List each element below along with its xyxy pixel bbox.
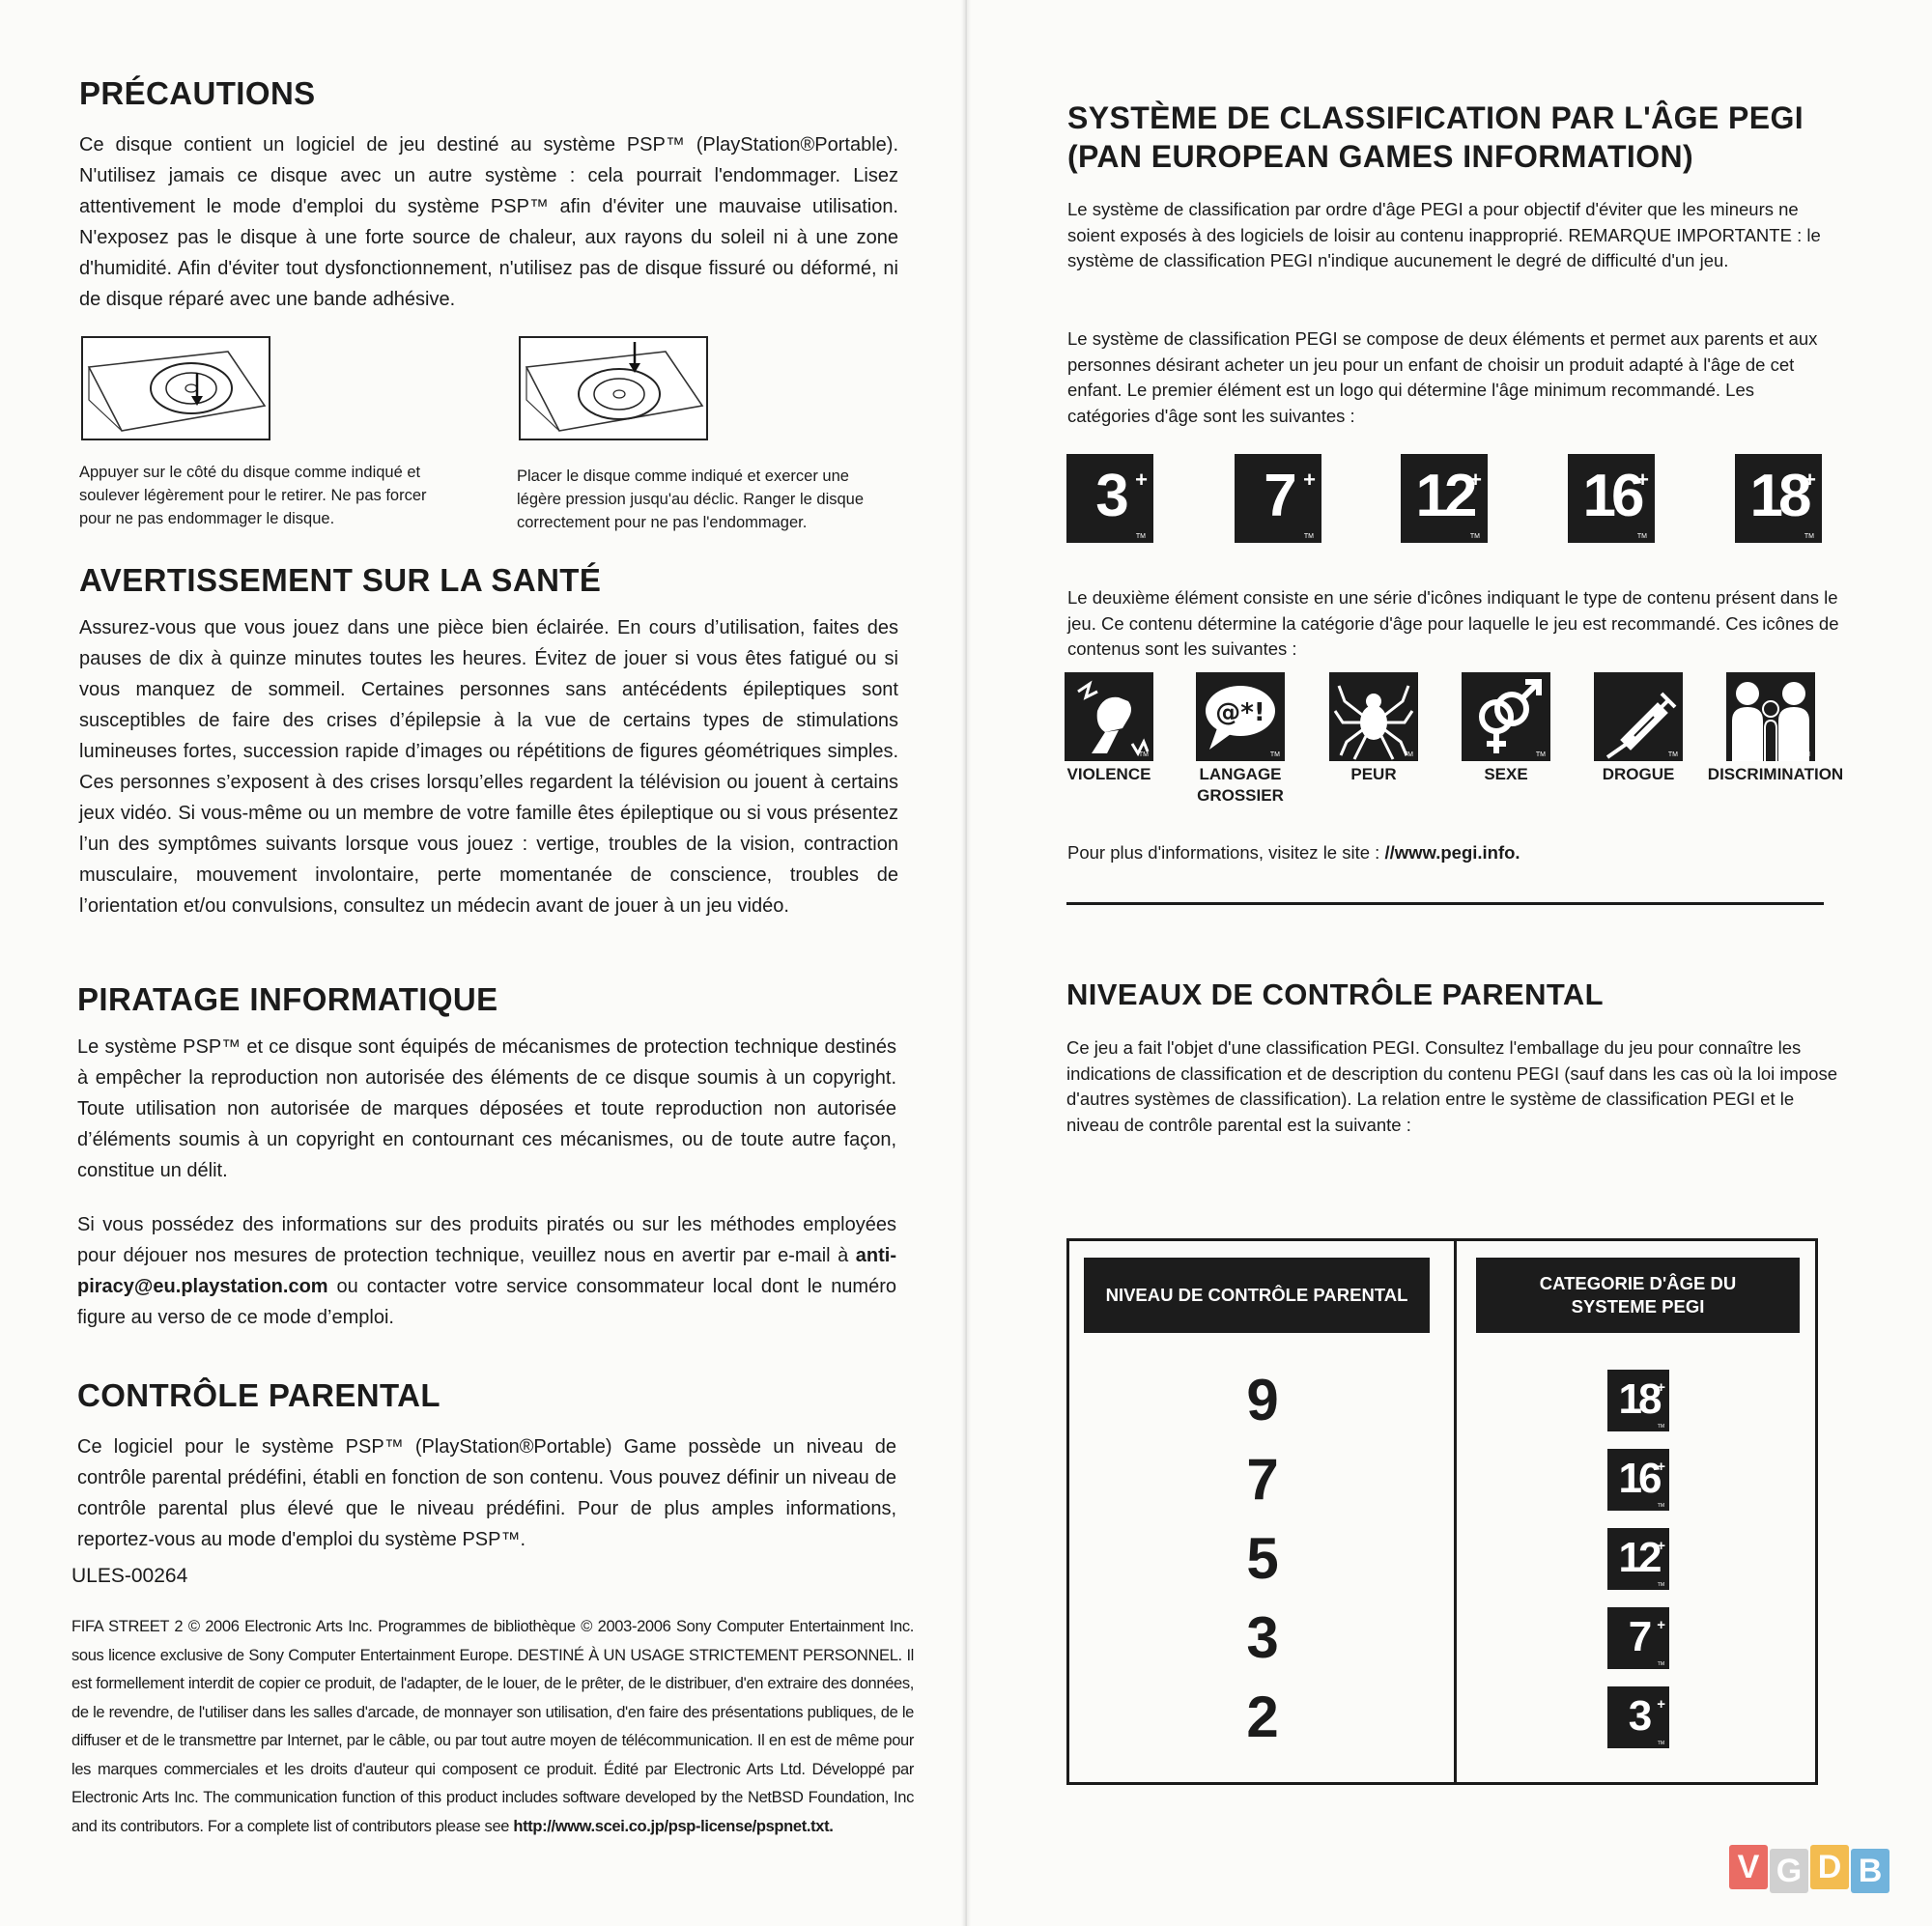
- table-row-pegi-icon: 7 + TM: [1607, 1607, 1669, 1669]
- section-divider: [1066, 902, 1824, 905]
- sex-label: SEXE: [1484, 765, 1528, 783]
- table-header-age-category: CATEGORIE D'ÂGE DU SYSTEME PEGI: [1476, 1258, 1800, 1333]
- disc-insert-illustration: [519, 336, 708, 440]
- table-row-pegi-icon: 12 + TM: [1607, 1528, 1669, 1590]
- table-header-level: NIVEAU DE CONTRÔLE PARENTAL: [1084, 1258, 1430, 1333]
- table-row-level: 2: [1246, 1685, 1279, 1749]
- table-row-level: 5: [1246, 1526, 1279, 1591]
- legal-body: FIFA STREET 2 © 2006 Electronic Arts Inc. Programmes de bibliothèque © 2003-2006 Sony Computer Entertainment Inc. sous licence exclusive de Sony Computer Entertainment Europe. DESTINÉ À UN USAGE STRICTEMENT PERSONNEL. Il est formellement interdit de copier ce produit, de l'adapter, de le louer, de le prêter, de le distribuer, d'en extraire des données, de le revendre, de l'utiliser dans les salles d'arcade, de monnayer son utilisation, d'en faire des présentations publiques, de le diffuser et de le transmettre par Internet, par le câble, ou par tout autre moyen de télécommunication. Il en est de même pour les marques commerciales et les droits d'auteur qui composent ce produit. Édité par Electronic Arts Ltd. Développé par Electronic Arts Inc. The communication function of this product includes software developed by the NetBSD Foundation, Inc and its contributors. For a complete list of contributors please see: [71, 1618, 914, 1835]
- right-page: [966, 0, 1932, 1926]
- table-row-pegi-icon: 18 + TM: [1607, 1370, 1669, 1431]
- pegi-title-line1: SYSTÈME DE CLASSIFICATION PAR L'ÂGE PEGI: [1067, 100, 1804, 135]
- vgdb-letter: D: [1810, 1845, 1849, 1889]
- table-row-level: 7: [1246, 1447, 1279, 1512]
- legal-text: [71, 1613, 914, 1841]
- pegi-12-icon: 12 + TM: [1401, 454, 1488, 543]
- parental-levels-table: [1066, 1238, 1818, 1785]
- violence-label: VIOLENCE: [1066, 765, 1151, 783]
- speech-bubble-icon: @*! TM: [1196, 672, 1285, 761]
- spider-icon: TM: [1329, 672, 1418, 761]
- vgdb-letter: G: [1770, 1849, 1808, 1893]
- parental-text: Ce logiciel pour le système PSP™ (PlayStation®Portable) Game possède un niveau de contrôle parental prédéfini, établi en fonction de son contenu. Vous pouvez définir un niveau de contrôle parental plus élevé que le niveau prédéfini. Pour de plus amples informations, reportez-vous au mode d'emploi du système PSP™.: [77, 1436, 896, 1550]
- pegi-18-icon: 18 + TM: [1735, 454, 1822, 543]
- pegi-intro-text: Le système de classification par ordre d'âge PEGI a pour objectif d'éviter que les mineurs ne soient exposés à des logiciels de loisir au contenu inapproprié. REMARQUE IMPORTANTE : le système de classification PEGI n'indique aucunement le degré de difficulté d'un jeu.: [1067, 199, 1821, 270]
- vgdb-letter: V: [1729, 1845, 1768, 1889]
- drugs-label: DROGUE: [1602, 765, 1675, 783]
- gender-symbols-icon: TM: [1462, 672, 1550, 761]
- syringe-icon: TM: [1594, 672, 1683, 761]
- table-row-pegi-icon: 3 + TM: [1607, 1686, 1669, 1748]
- fear-label: PEUR: [1350, 765, 1397, 783]
- pegi-title: [1067, 99, 1804, 176]
- piracy-email: anti-piracy@eu.playstation.com: [77, 1245, 896, 1297]
- vgdb-letter: B: [1851, 1849, 1889, 1893]
- piracy-contact-before: Si vous possédez des informations sur des produits piratés ou sur les méthodes employées pour déjouer nos mesures de protection technique, veuillez nous en avertir par e-mail à: [77, 1214, 896, 1266]
- pegi-7-icon: 7 + TM: [1235, 454, 1321, 543]
- disc-insert-caption: Placer le disque comme indiqué et exercer une légère pression jusqu'au déclic. Ranger le disque correctement pour ne pas l'endommager.: [517, 467, 865, 531]
- table-column-divider: [1454, 1241, 1457, 1782]
- health-title: AVERTISSEMENT SUR LA SANTÉ: [79, 562, 602, 598]
- health-text: Assurez-vous que vous jouez dans une pièce bien éclairée. En cours d’utilisation, faites des pauses de dix à quinze minutes toutes les heures. Évitez de jouer si vous êtes fatigué ou si vous manquez de sommeil. Certaines personnes sans antécédents épileptiques sont susceptibles de faire des crises d’épilepsie à la vue de certains types de stimulations lumineuses fortes, succession rapide d’images ou répétitions de figures géométriques simples. Ces personnes s’exposent à des crises lorsqu’elles regardent la télévision ou jouent à certains jeux vidéo. Si vous-même ou un membre de votre famille êtes épileptique ou si vous présentez l’un des symptômes suivants lorsque vous jouez : vertige, troubles de la vision, contraction musculaire, mouvement involontaire, perte momentanée de conscience, troubles de l’orientation et/ou convulsions, consultez un médecin avant de jouer à un jeu vidéo.: [79, 617, 898, 917]
- disc-remove-illustration: [81, 336, 270, 440]
- people-icon: TM: [1726, 672, 1815, 761]
- bad-language-label: LANGAGE GROSSIER: [1197, 765, 1284, 805]
- pegi-elements-text: Le système de classification PEGI se compose de deux éléments et permet aux parents et aux personnes désirant acheter un jeu pour un enfant de choisir un produit adapté à l'âge de cet enfant. Le premier élément est un logo qui détermine l'âge minimum recommandé. Les catégories d'âge sont les suivantes :: [1067, 328, 1818, 426]
- fist-icon: TM: [1065, 672, 1153, 761]
- piracy-text: Le système PSP™ et ce disque sont équipés de mécanismes de protection technique destinés à empêcher la reproduction non autorisée des éléments de ce disque soumis à un copyright. Toute utilisation non autorisée de marques déposées et toute reproduction non autorisée d’éléments soumis à un copyright en contournant ces mécanismes, ou de toute autre façon, constitue un délit.: [77, 1036, 896, 1181]
- pegi-content-text: Le deuxième élément consiste en une série d'icônes indiquant le type de contenu présent dans le jeu. Ce contenu détermine la catégorie d'âge pour laquelle le jeu est recommandé. Ces icônes de contenus sont les suivantes :: [1067, 587, 1839, 659]
- pegi-16-icon: 16 + TM: [1568, 454, 1655, 543]
- discrimination-label: DISCRIMINATION: [1707, 765, 1844, 783]
- pegi-link[interactable]: //www.pegi.info.: [1384, 842, 1520, 863]
- parental-levels-title: NIVEAUX DE CONTRÔLE PARENTAL: [1066, 977, 1605, 1011]
- svg-text:@*!: @*!: [1215, 698, 1265, 727]
- pegi-3-icon: 3 + TM: [1066, 454, 1153, 543]
- product-code: ULES-00264: [71, 1565, 188, 1587]
- piracy-contact-after: ou contacter votre service consommateur local dont le numéro figure au verso de ce mode d’emploi.: [77, 1276, 896, 1328]
- table-row-level: 9: [1246, 1368, 1279, 1432]
- pegi-info-before: Pour plus d'informations, visitez le site :: [1067, 842, 1385, 863]
- precautions-text: Ce disque contient un logiciel de jeu destiné au système PSP™ (PlayStation®Portable). N'utilisez jamais ce disque avec un autre système : cela pourrait l'endommager. Lisez attentivement le mode d'emploi du système PSP™ afin d'éviter une mauvaise utilisation. N'exposez pas le disque à une forte source de chaleur, aux rayons du soleil ni à une zone d'humidité. Afin d'éviter tout dysfonctionnement, n'utilisez pas de disque fissuré ou déformé, ni de disque réparé avec une bande adhésive.: [79, 134, 898, 310]
- license-link[interactable]: http://www.scei.co.jp/psp-license/pspnet.txt.: [513, 1817, 834, 1835]
- pegi-title-line2: (PAN EUROPEAN GAMES INFORMATION): [1067, 139, 1694, 174]
- parental-levels-text: Ce jeu a fait l'objet d'une classification PEGI. Consultez l'emballage du jeu pour connaître les indications de classification et de description du contenu PEGI (sauf dans les cas où la loi impose d'autres systèmes de classification). La relation entre le système de classification PEGI et le niveau de contrôle parental est la suivante :: [1066, 1037, 1838, 1135]
- precautions-title: PRÉCAUTIONS: [79, 75, 316, 111]
- table-row-level: 3: [1246, 1605, 1279, 1670]
- disc-remove-caption: Appuyer sur le côté du disque comme indiqué et soulever légèrement pour le retirer. Ne pas forcer pour ne pas endommager le disque.: [79, 464, 427, 527]
- pegi-info-text: [1067, 840, 1840, 866]
- table-row-pegi-icon: 16 + TM: [1607, 1449, 1669, 1511]
- piracy-contact-text: [77, 1209, 896, 1333]
- parental-title: CONTRÔLE PARENTAL: [77, 1377, 440, 1413]
- piracy-title: PIRATAGE INFORMATIQUE: [77, 981, 498, 1017]
